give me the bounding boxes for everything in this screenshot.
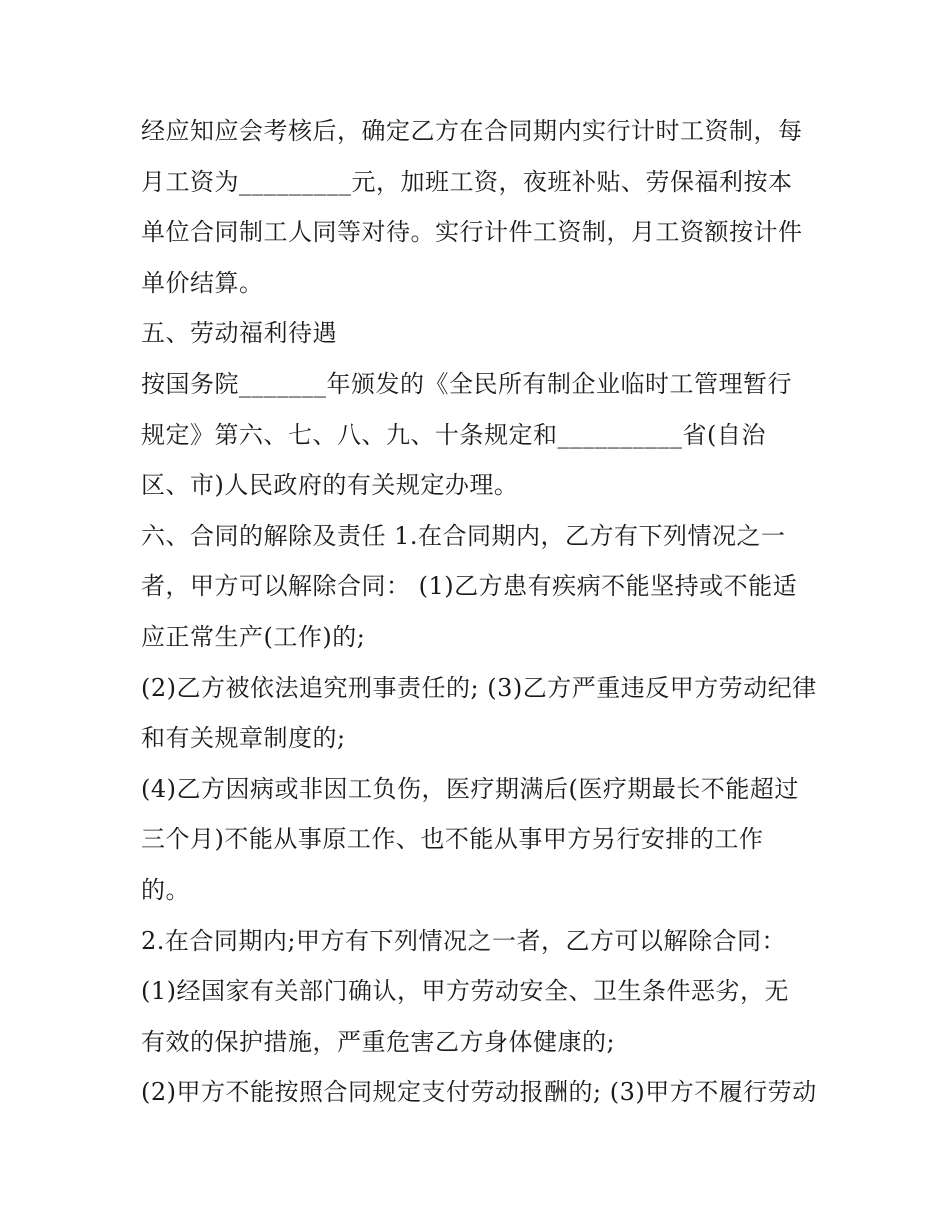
text-line: (2)甲方不能按照合同规定支付劳动报酬的; (3)甲方不履行劳动 [141,1078,817,1107]
text-line: 应正常生产(工作)的; [141,622,366,651]
text-line: 的。 [141,875,190,904]
text-line: 月工资为_________元，加班工资，夜班补贴、劳保福利按本 [141,167,793,196]
text-line: 经应知应会考核后，确定乙方在合同期内实行计时工资制，每 [141,117,803,145]
text-line: 单价结算。 [141,268,264,297]
document-body [141,106,821,1118]
text-line: 2.在合同期内;甲方有下列情况之一者，乙方可以解除合同： [141,926,786,955]
section-heading: 六、合同的解除及责任 1.在合同期内，乙方有下列情况之一 [141,521,786,550]
text-line: (2)乙方被依法追究刑事责任的; (3)乙方严重违反甲方劳动纪律 [141,673,817,702]
text-line: (1)经国家有关部门确认，甲方劳动安全、卫生条件恶劣，无 [141,977,789,1006]
text-line: 区、市)人民政府的有关规定办理。 [141,471,519,500]
text-line: 规定》第六、七、八、九、十条规定和__________省(自治 [141,420,766,449]
text-line: 单位合同制工人同等对待。实行计件工资制，月工资额按计件 [141,218,803,247]
text-line: 和有关规章制度的; [141,724,346,753]
section-heading: 五、劳动福利待遇 [141,319,337,348]
text-line: (4)乙方因病或非因工负伤，医疗期满后(医疗期最长不能超过 [141,774,799,803]
text-line: 有效的保护措施，严重危害乙方身体健康的; [141,1027,616,1056]
text-line: 三个月)不能从事原工作、也不能从事甲方另行安排的工作 [141,825,764,854]
text-line: 按国务院_______年颁发的《全民所有制企业临时工管理暂行 [141,369,792,398]
text-line: 者，甲方可以解除合同： (1)乙方患有疾病不能坚持或不能适 [141,572,798,601]
